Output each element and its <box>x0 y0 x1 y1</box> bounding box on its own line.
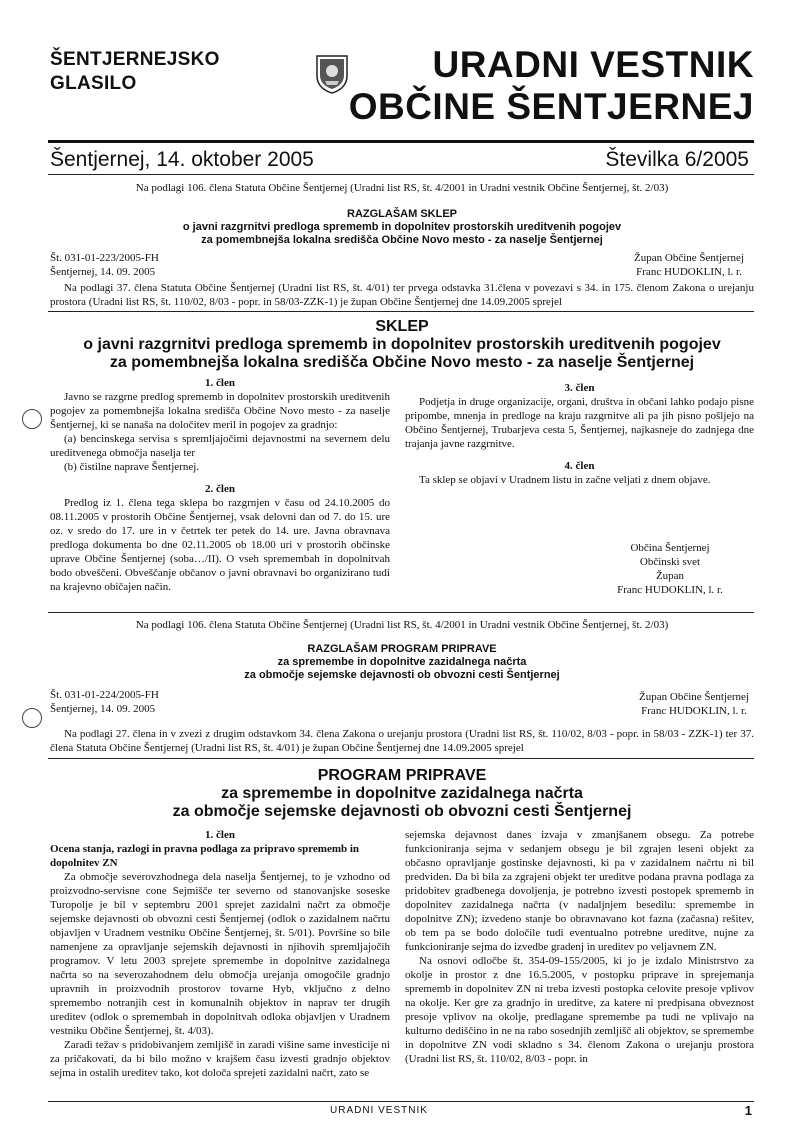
s1-article-1-item-a: (a) bencinskega servisa s spremljajočimi dejavnostmi na severnem delu ureditvenega območja naselja ter <box>50 433 390 459</box>
dateline-rule <box>48 174 754 175</box>
s1-ref-date: Šentjernej, 14. 09. 2005 <box>50 266 156 278</box>
masthead-title-line2: OBČINE ŠENTJERNEJ <box>348 86 754 127</box>
masthead-left-line1: ŠENTJERNEJSKO <box>50 49 220 70</box>
s1-right-column <box>405 381 754 487</box>
s2-reference <box>50 688 159 716</box>
punch-hole-2 <box>22 708 42 728</box>
page-number: 1 <box>744 1103 752 1118</box>
s2-right-column <box>405 828 754 1066</box>
s2-article-1-text-2: Zaradi težav s pridobivanjem zemljišč in zaradi višine same investicije ni za pričakovati, da bi bilo možno v krajšem času izvesti gradnjo objektov sejma in ostalih ureditev tako, kot določa sprejeti zazidalni načrt, zato se <box>50 1039 390 1079</box>
masthead-left <box>50 48 220 96</box>
s1-signature-title: Župan Občine Šentjernej <box>634 252 744 264</box>
s1-title <box>50 318 754 372</box>
s1-heading-line1: RAZGLAŠAM SKLEP <box>347 208 457 220</box>
s1-closing-signature <box>570 541 770 597</box>
s2-article-1-subheading: Ocena stanja, razlogi in pravna podlaga za pripravo sprememb in dopolnitev ZN <box>50 843 360 869</box>
s1-left-column <box>50 376 390 594</box>
s1-article-1-text: Javno se razgrne predlog sprememb in dopolnitev prostorskih ureditvenih pogojev za pomembnejša lokalna središča Občine Novo mesto - za naselje Šentjernej, ki se nanaša na določitev meril in pogojev za gradnjo: <box>50 391 390 431</box>
dateline: Šentjernej, 14. oktober 2005 <box>50 148 314 171</box>
s2-ref-number: Št. 031-01-224/2005-FH <box>50 689 159 701</box>
s2-title-line3: za območje sejemske dejavnosti ob obvozni cesti Šentjernej <box>172 803 632 820</box>
s2-ref-date: Šentjernej, 14. 09. 2005 <box>50 703 156 715</box>
s1-title-line1: SKLEP <box>375 318 429 335</box>
s2-left-column <box>50 828 390 1080</box>
masthead-left-line2: GLASILO <box>50 73 137 94</box>
s1-title-line2: o javni razgrnitvi predloga sprememb in dopolnitev prostorskih ureditvenih pogojev <box>83 336 721 353</box>
issue-number: Številka 6/2005 <box>605 148 749 171</box>
s1-article-4-text: Ta sklep se objavi v Uradnem listu in začne veljati z dnem objave. <box>419 474 711 486</box>
s1-reference <box>50 251 159 279</box>
s1-signature <box>634 251 744 279</box>
s2-signature-name: Franc HUDOKLIN, l. r. <box>641 705 747 717</box>
s1-ref-number: Št. 031-01-223/2005-FH <box>50 252 159 264</box>
s2-title <box>50 767 754 821</box>
s2-right-text-2: Na osnovi odločbe št. 354-09-155/2005, ki jo je izdalo Ministrstvo za okolje in prostor z dne 16.5.2005, v postopku priprave in sprejemanja sprememb in dopolnitev ZN ni treba izvesti postopka celovite presoje vplivov na okolje. Ker gre za gradnjo in ureditve, za katere ni predpisana obveznost presoje vplivov na okolje, predlagane spremembe pa tudi ne vplivajo na kulturno dediščino in ne na rabo sosednjih zemljišč ali objektov, se spremembe in dopolnitve ZN vodi skladno s 34. členom Zakona o urejanju prostora (Uradni list RS, št. 110/02, 8/03 - popr. in <box>405 955 754 1065</box>
s2-intro: Na podlagi 106. člena Statuta Občine Šentjernej (Uradni list RS, št. 4/2001 in Uradni vestnik Občine Šentjernej, št. 2/03) <box>135 619 669 631</box>
s1-heading <box>50 208 754 247</box>
s1-closing-line1: Občina Šentjernej <box>630 542 710 554</box>
masthead-title-line1: URADNI VESTNIK <box>432 44 754 85</box>
s2-signature-title: Župan Občine Šentjernej <box>639 691 749 703</box>
s2-heading-line1: RAZGLAŠAM PROGRAM PRIPRAVE <box>307 643 497 655</box>
s1-basis: Na podlagi 37. člena Statuta Občine Šentjernej (Uradni list RS, št. 4/01) ter prvega odstavka 31.člena v povezavi s 34. in 175. členom Zakona o urejanju prostora (Uradni list RS, št. 110/02, 8/03 - popr. in 58/03-ZZK-1) je župan Občine Šentjernej dne 14.09.2005 sprejel <box>50 282 754 308</box>
s1-signature-name: Franc HUDOKLIN, l. r. <box>636 266 742 278</box>
s2-heading-line2: za spremembe in dopolnitve zazidalnega načrta <box>277 656 527 668</box>
s1-title-line3: za pomembnejša lokalna središča Občine Novo mesto - za naselje Šentjernej <box>109 354 695 371</box>
s1-article-3-heading: 3. člen <box>564 382 595 394</box>
masthead-title <box>349 44 754 128</box>
s1-article-1-heading: 1. člen <box>205 377 235 389</box>
s2-article-1-heading: 1. člen <box>205 829 235 841</box>
punch-hole-1 <box>22 409 42 429</box>
s1-heading-line2: o javni razgrnitvi predloga sprememb in dopolnitev prostorskih ureditvenih pogojev <box>182 221 622 233</box>
section-divider <box>48 612 754 613</box>
coat-of-arms-icon <box>315 54 349 94</box>
s1-article-4-heading: 4. člen <box>564 460 595 472</box>
s2-title-line1: PROGRAM PRIPRAVE <box>317 767 487 784</box>
s2-rule <box>48 758 754 759</box>
s2-article-1-text: Za območje severovzhodnega dela naselja Šentjernej, to je vzhodno od proizvodno-servisne cone Sejmišče ter severno od stanovanjske soseske Turopolje je bil v septembru 2001 sprejet zazidalni načrt za območje sejemske dejavnosti ob obvozni cesti Šentjernej (odlok o zazidalnem načrtu objavljen v Uradnem vestniku Občine Šentjernej, št. 5/01). Površine so bile namenjene za opravljanje sejemskih dejavnosti in njihovih spremljajočih programov. V letu 2003 sprejete spremembe in dopolnitve zazidalnega načrta so na severozahodnem delu območja urejanja omogočile gradnjo upravnih in proizvodnih prostorov tovarne Hyb, vključno z delno spremembo notranjih cest in komunalnih objektov in naprav ter drugih ureditev (odlok o spremembah in dopolnitvah odloka objavljen v Uradnem vestniku Občine Šentjernej, št. 4/03). <box>50 871 390 1037</box>
s1-intro: Na podlagi 106. člena Statuta Občine Šentjernej (Uradni list RS, št. 4/2001 in Uradni vestnik Občine Šentjernej, št. 2/03) <box>135 182 669 194</box>
s1-article-2-text: Predlog iz 1. člena tega sklepa bo razgrnjen v času od 24.10.2005 do 08.11.2005 v prostorih Občine Šentjernej, vsak delovni dan od 7. do 15. ure oz. v sredo do 17. ure in v četrtek ter petek do 14. ure. Javna obravnava predloga dokumenta bo dne 02.11.2005 ob 18.00 uri v prostorih občinske uprave Občine Šentjernej (soba…/II). O vseh spremembah in dopolnitvah bodo obveščeni. Obveščanje občanov o javni obravnavi bo organizirano tudi na krajevno običajen način. <box>50 497 390 593</box>
s2-signature <box>639 690 749 718</box>
s1-rule <box>48 311 754 312</box>
s2-basis: Na podlagi 27. člena in v zvezi z drugim odstavkom 34. člena Zakona o urejanju prostora (Uradni list RS, št. 110/02, 8/03 - popr. in 58/03 - ZZK-1) ter 37. člena Statuta Občine Šentjernej (Uradni list RS, št. 4/01) je župan Občine Šentjernej dne 14.09.2005 sprejel <box>50 728 754 754</box>
s2-heading-line3: za območje sejemske dejavnosti ob obvozni cesti Šentjernej <box>244 669 560 681</box>
s1-heading-line3: za pomembnejša lokalna središča Občine Novo mesto - za naselje Šentjernej <box>201 234 603 246</box>
s1-closing-line2: Občinski svet <box>639 556 701 568</box>
s1-article-1-item-b: (b) čistilne naprave Šentjernej. <box>64 461 200 473</box>
footer-label: URADNI VESTNIK <box>330 1105 428 1116</box>
s1-closing-line4: Franc HUDOKLIN, l. r. <box>617 584 723 596</box>
s1-closing-line3: Župan <box>655 570 685 582</box>
s2-heading <box>50 643 754 682</box>
s1-article-3-text: Podjetja in druge organizacije, organi, društva in občani lahko podajo pisne pripombe, mnenja in predloge na kraju razgrnitve ali pa jih pisno pošljejo na Občino Šentjernej, Trubarjeva cesta 5, Šentjernej, najkasneje do zadnjega dne trajanja javne razgrnitve. <box>405 396 754 450</box>
s1-article-2-heading: 2. člen <box>205 483 235 495</box>
masthead-rule <box>48 140 754 143</box>
footer-rule <box>48 1101 754 1102</box>
s2-title-line2: za spremembe in dopolnitve zazidalnega načrta <box>221 785 583 802</box>
s2-right-text-1: sejemska dejavnost danes izvaja v zmanjšanem obsegu. Za potrebe funkcioniranja sejma v sedanjem obsegu je bil zgrajen leseni objekt za občasno opravljanje gostinske dejavnosti, ki pa v zazidalnem načrtu ni bil predviden. Da bi bila za zgrajeni objekt ter ureditve podana pravna podlaga za pridobitev gradbenega dovoljenja, je potrebno izvesti postopek sprememb in dopolnitev zazidalnega načrta (v nadaljnjem besedilu: spremembe in dopolnitve ZN); izvedeno stanje bo obravnavano kot fazna (začasna) rešitev, ob tem pa se bodo določile tudi eventualno potrebne ureditve, nujne za funkcioniranje sejma do izvedbe gradenj in ureditev po veljavnem ZN. <box>405 829 754 953</box>
